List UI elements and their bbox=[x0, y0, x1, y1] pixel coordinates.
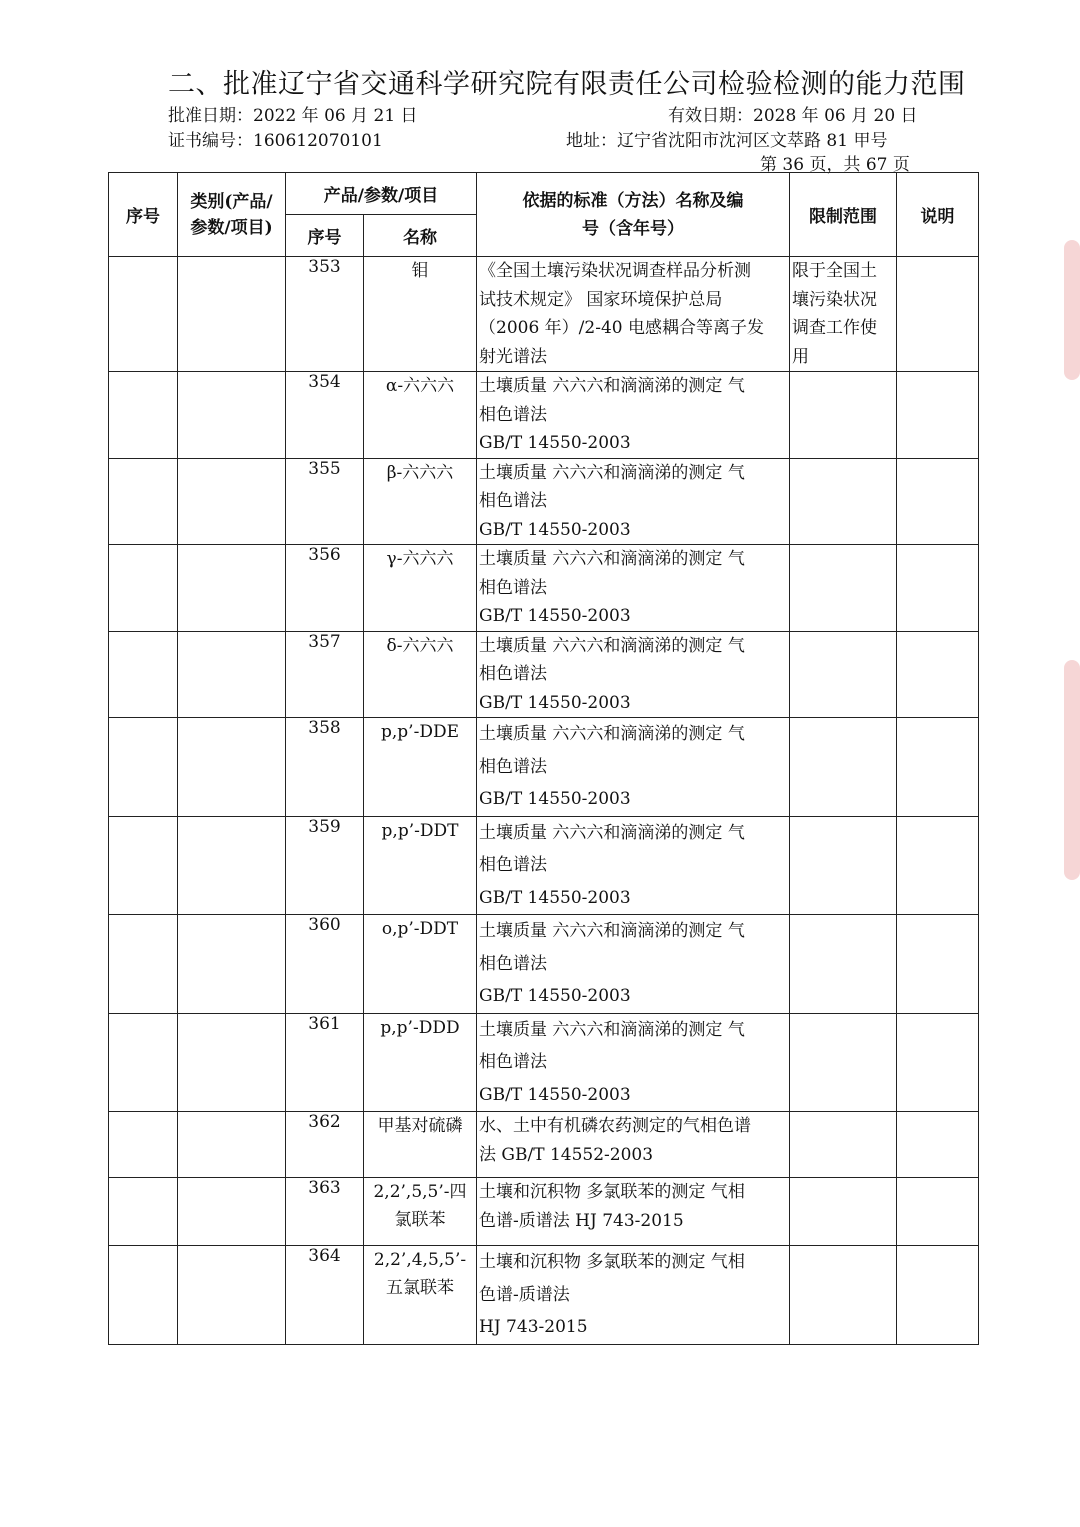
cell-item-name: 钼 bbox=[364, 257, 477, 372]
table-row bbox=[109, 1112, 979, 1178]
table-row bbox=[109, 257, 979, 372]
cell-seq bbox=[109, 1013, 178, 1112]
cell-item-name: δ-六六六 bbox=[364, 631, 477, 718]
cell-item-number: 355 bbox=[286, 458, 364, 545]
cell-category bbox=[178, 458, 286, 545]
cell-category bbox=[178, 372, 286, 459]
cell-note bbox=[897, 372, 979, 459]
cell-note bbox=[897, 257, 979, 372]
standard-line: 土壤质量 六六六和滴滴涕的测定 气 bbox=[479, 376, 745, 396]
cell-limit bbox=[790, 257, 897, 372]
cell-item-number: 357 bbox=[286, 631, 364, 718]
standard-line: GB/T 14550-2003 bbox=[479, 986, 631, 1006]
cell-category bbox=[178, 545, 286, 632]
limit-line: 用 bbox=[792, 346, 810, 367]
header-product-group: 产品/参数/项目 bbox=[286, 173, 477, 215]
cell-standard bbox=[477, 257, 790, 372]
standard-line: 土壤质量 六六六和滴滴涕的测定 气 bbox=[479, 921, 745, 941]
capability-scope-table bbox=[108, 172, 979, 1345]
cell-limit bbox=[790, 816, 897, 915]
cell-note bbox=[897, 1013, 979, 1112]
standard-line: GB/T 14550-2003 bbox=[479, 433, 631, 453]
header-sub-name: 名称 bbox=[364, 215, 477, 257]
standard-line: 试技术规定》 国家环境保护总局 bbox=[479, 289, 723, 310]
standard-line: 土壤和沉积物 多氯联苯的测定 气相 bbox=[479, 1182, 745, 1202]
cell-standard bbox=[477, 1178, 790, 1246]
cell-standard bbox=[477, 545, 790, 632]
page-title: 二、批准辽宁省交通科学研究院有限责任公司检验检测的能力范围 bbox=[168, 69, 966, 100]
cell-seq bbox=[109, 915, 178, 1014]
cell-standard bbox=[477, 718, 790, 817]
cell-item-number: 364 bbox=[286, 1246, 364, 1345]
cell-limit bbox=[790, 372, 897, 459]
cell-note bbox=[897, 1112, 979, 1178]
cell-item-number: 356 bbox=[286, 545, 364, 632]
cell-category bbox=[178, 1013, 286, 1112]
cell-item-name: o,p’-DDT bbox=[364, 915, 477, 1014]
cell-category bbox=[178, 1112, 286, 1178]
cell-seq bbox=[109, 257, 178, 372]
limit-line: 壤污染状况 bbox=[792, 289, 878, 310]
standard-line: GB/T 14550-2003 bbox=[479, 789, 631, 809]
table-row bbox=[109, 458, 979, 545]
cell-item-name: 2,2’,4,5,5’-五氯联苯 bbox=[364, 1246, 477, 1345]
cell-item-name: 甲基对硫磷 bbox=[364, 1112, 477, 1178]
address: 地址：辽宁省沈阳市沈河区文萃路 81 甲号 bbox=[566, 131, 888, 151]
header-sub-seq: 序号 bbox=[286, 215, 364, 257]
cell-item-number: 363 bbox=[286, 1178, 364, 1246]
cell-note bbox=[897, 458, 979, 545]
table-row bbox=[109, 631, 979, 718]
cell-category bbox=[178, 915, 286, 1014]
page-number: 第 36 页，共 67 页 bbox=[760, 155, 910, 175]
cell-category bbox=[178, 1178, 286, 1246]
certificate-number: 证书编号：160612070101 bbox=[168, 131, 383, 151]
standard-line: 土壤质量 六六六和滴滴涕的测定 气 bbox=[479, 462, 745, 483]
standard-line: 相色谱法 bbox=[479, 855, 548, 875]
cell-note bbox=[897, 631, 979, 718]
header-limit: 限制范围 bbox=[790, 173, 897, 257]
cell-limit bbox=[790, 1013, 897, 1112]
red-seal-mark bbox=[1064, 660, 1080, 880]
cell-limit bbox=[790, 631, 897, 718]
cell-standard bbox=[477, 1112, 790, 1178]
cell-note bbox=[897, 1246, 979, 1345]
standard-line: 射光谱法 bbox=[479, 346, 548, 367]
red-seal-mark bbox=[1064, 240, 1080, 380]
standard-line: 土壤质量 六六六和滴滴涕的测定 气 bbox=[479, 822, 745, 843]
table-row bbox=[109, 372, 979, 459]
table-row bbox=[109, 1246, 979, 1345]
cell-item-number: 361 bbox=[286, 1013, 364, 1112]
standard-line: GB/T 14550-2003 bbox=[479, 606, 631, 626]
header-category: 类别(产品/参数/项目) bbox=[178, 173, 286, 257]
cell-standard bbox=[477, 816, 790, 915]
cell-limit bbox=[790, 1178, 897, 1246]
standard-line: 《全国土壤污染状况调查样品分析测 bbox=[479, 261, 752, 281]
cell-item-name: p,p’-DDE bbox=[364, 718, 477, 817]
standard-line: GB/T 14550-2003 bbox=[479, 1084, 631, 1105]
cell-standard bbox=[477, 1013, 790, 1112]
standard-line: 相色谱法 bbox=[479, 491, 548, 511]
cell-seq bbox=[109, 1178, 178, 1246]
standard-line: 法 GB/T 14552-2003 bbox=[479, 1144, 654, 1165]
cell-standard bbox=[477, 1246, 790, 1345]
cell-limit bbox=[790, 718, 897, 817]
standard-line: GB/T 14550-2003 bbox=[479, 887, 631, 908]
cell-item-name: p,p’-DDT bbox=[364, 816, 477, 915]
cell-limit bbox=[790, 458, 897, 545]
cell-seq bbox=[109, 372, 178, 459]
cell-note bbox=[897, 816, 979, 915]
cell-category bbox=[178, 718, 286, 817]
cell-item-name: γ-六六六 bbox=[364, 545, 477, 632]
standard-line: 水、土中有机磷农药测定的气相色谱 bbox=[479, 1116, 752, 1136]
table-row bbox=[109, 718, 979, 817]
cell-seq bbox=[109, 1246, 178, 1345]
cell-note bbox=[897, 915, 979, 1014]
cell-standard bbox=[477, 458, 790, 545]
cell-standard bbox=[477, 372, 790, 459]
standard-line: 相色谱法 bbox=[479, 1052, 548, 1072]
cell-item-number: 359 bbox=[286, 816, 364, 915]
cell-item-number: 360 bbox=[286, 915, 364, 1014]
cell-seq bbox=[109, 458, 178, 545]
cell-seq bbox=[109, 718, 178, 817]
table-row bbox=[109, 1178, 979, 1246]
table-row bbox=[109, 1013, 979, 1112]
standard-line: （2006 年）/2-40 电感耦合等离子发 bbox=[479, 318, 765, 338]
standard-line: 土壤和沉积物 多氯联苯的测定 气相 bbox=[479, 1252, 745, 1272]
cell-item-name: p,p’-DDD bbox=[364, 1013, 477, 1112]
table-row bbox=[109, 915, 979, 1014]
cell-item-name: 2,2’,5,5’-四氯联苯 bbox=[364, 1178, 477, 1246]
table-row bbox=[109, 545, 979, 632]
standard-line: 相色谱法 bbox=[479, 953, 548, 974]
standard-line: 土壤质量 六六六和滴滴涕的测定 气 bbox=[479, 724, 745, 744]
approval-date: 批准日期：2022 年 06 月 21 日 bbox=[168, 106, 418, 126]
cell-item-number: 353 bbox=[286, 257, 364, 372]
cell-category bbox=[178, 257, 286, 372]
cell-limit bbox=[790, 1246, 897, 1345]
cell-seq bbox=[109, 631, 178, 718]
cell-seq bbox=[109, 545, 178, 632]
table-row bbox=[109, 816, 979, 915]
cell-note bbox=[897, 545, 979, 632]
standard-line: 相色谱法 bbox=[479, 577, 548, 598]
header-standard: 依据的标准（方法）名称及编号（含年号） bbox=[477, 173, 790, 257]
expiry-date: 有效日期：2028 年 06 月 20 日 bbox=[668, 106, 918, 126]
limit-line: 限于全国土 bbox=[792, 261, 878, 281]
cell-item-name: β-六六六 bbox=[364, 458, 477, 545]
cell-item-number: 354 bbox=[286, 372, 364, 459]
cell-seq bbox=[109, 1112, 178, 1178]
standard-line: HJ 743-2015 bbox=[479, 1317, 588, 1337]
standard-line: 土壤质量 六六六和滴滴涕的测定 气 bbox=[479, 635, 745, 656]
cell-item-name: α-六六六 bbox=[364, 372, 477, 459]
standard-line: 相色谱法 bbox=[479, 664, 548, 684]
standard-line: GB/T 14550-2003 bbox=[479, 519, 631, 540]
cell-category bbox=[178, 816, 286, 915]
header-note: 说明 bbox=[897, 173, 979, 257]
cell-seq bbox=[109, 816, 178, 915]
header-seq: 序号 bbox=[109, 173, 178, 257]
cell-note bbox=[897, 1178, 979, 1246]
standard-line: 土壤质量 六六六和滴滴涕的测定 气 bbox=[479, 549, 745, 569]
standard-line: 土壤质量 六六六和滴滴涕的测定 气 bbox=[479, 1019, 745, 1040]
cell-limit bbox=[790, 1112, 897, 1178]
cell-standard bbox=[477, 631, 790, 718]
limit-line: 调查工作使 bbox=[792, 318, 878, 338]
standard-line: 相色谱法 bbox=[479, 404, 548, 425]
cell-item-number: 358 bbox=[286, 718, 364, 817]
standard-line: GB/T 14550-2003 bbox=[479, 692, 631, 713]
standard-line: 色谱-质谱法 bbox=[479, 1284, 570, 1305]
cell-category bbox=[178, 1246, 286, 1345]
standard-line: 相色谱法 bbox=[479, 756, 548, 777]
cell-limit bbox=[790, 545, 897, 632]
standard-line: 色谱-质谱法 HJ 743-2015 bbox=[479, 1210, 684, 1231]
cell-item-number: 362 bbox=[286, 1112, 364, 1178]
cell-standard bbox=[477, 915, 790, 1014]
cell-note bbox=[897, 718, 979, 817]
cell-category bbox=[178, 631, 286, 718]
cell-limit bbox=[790, 915, 897, 1014]
